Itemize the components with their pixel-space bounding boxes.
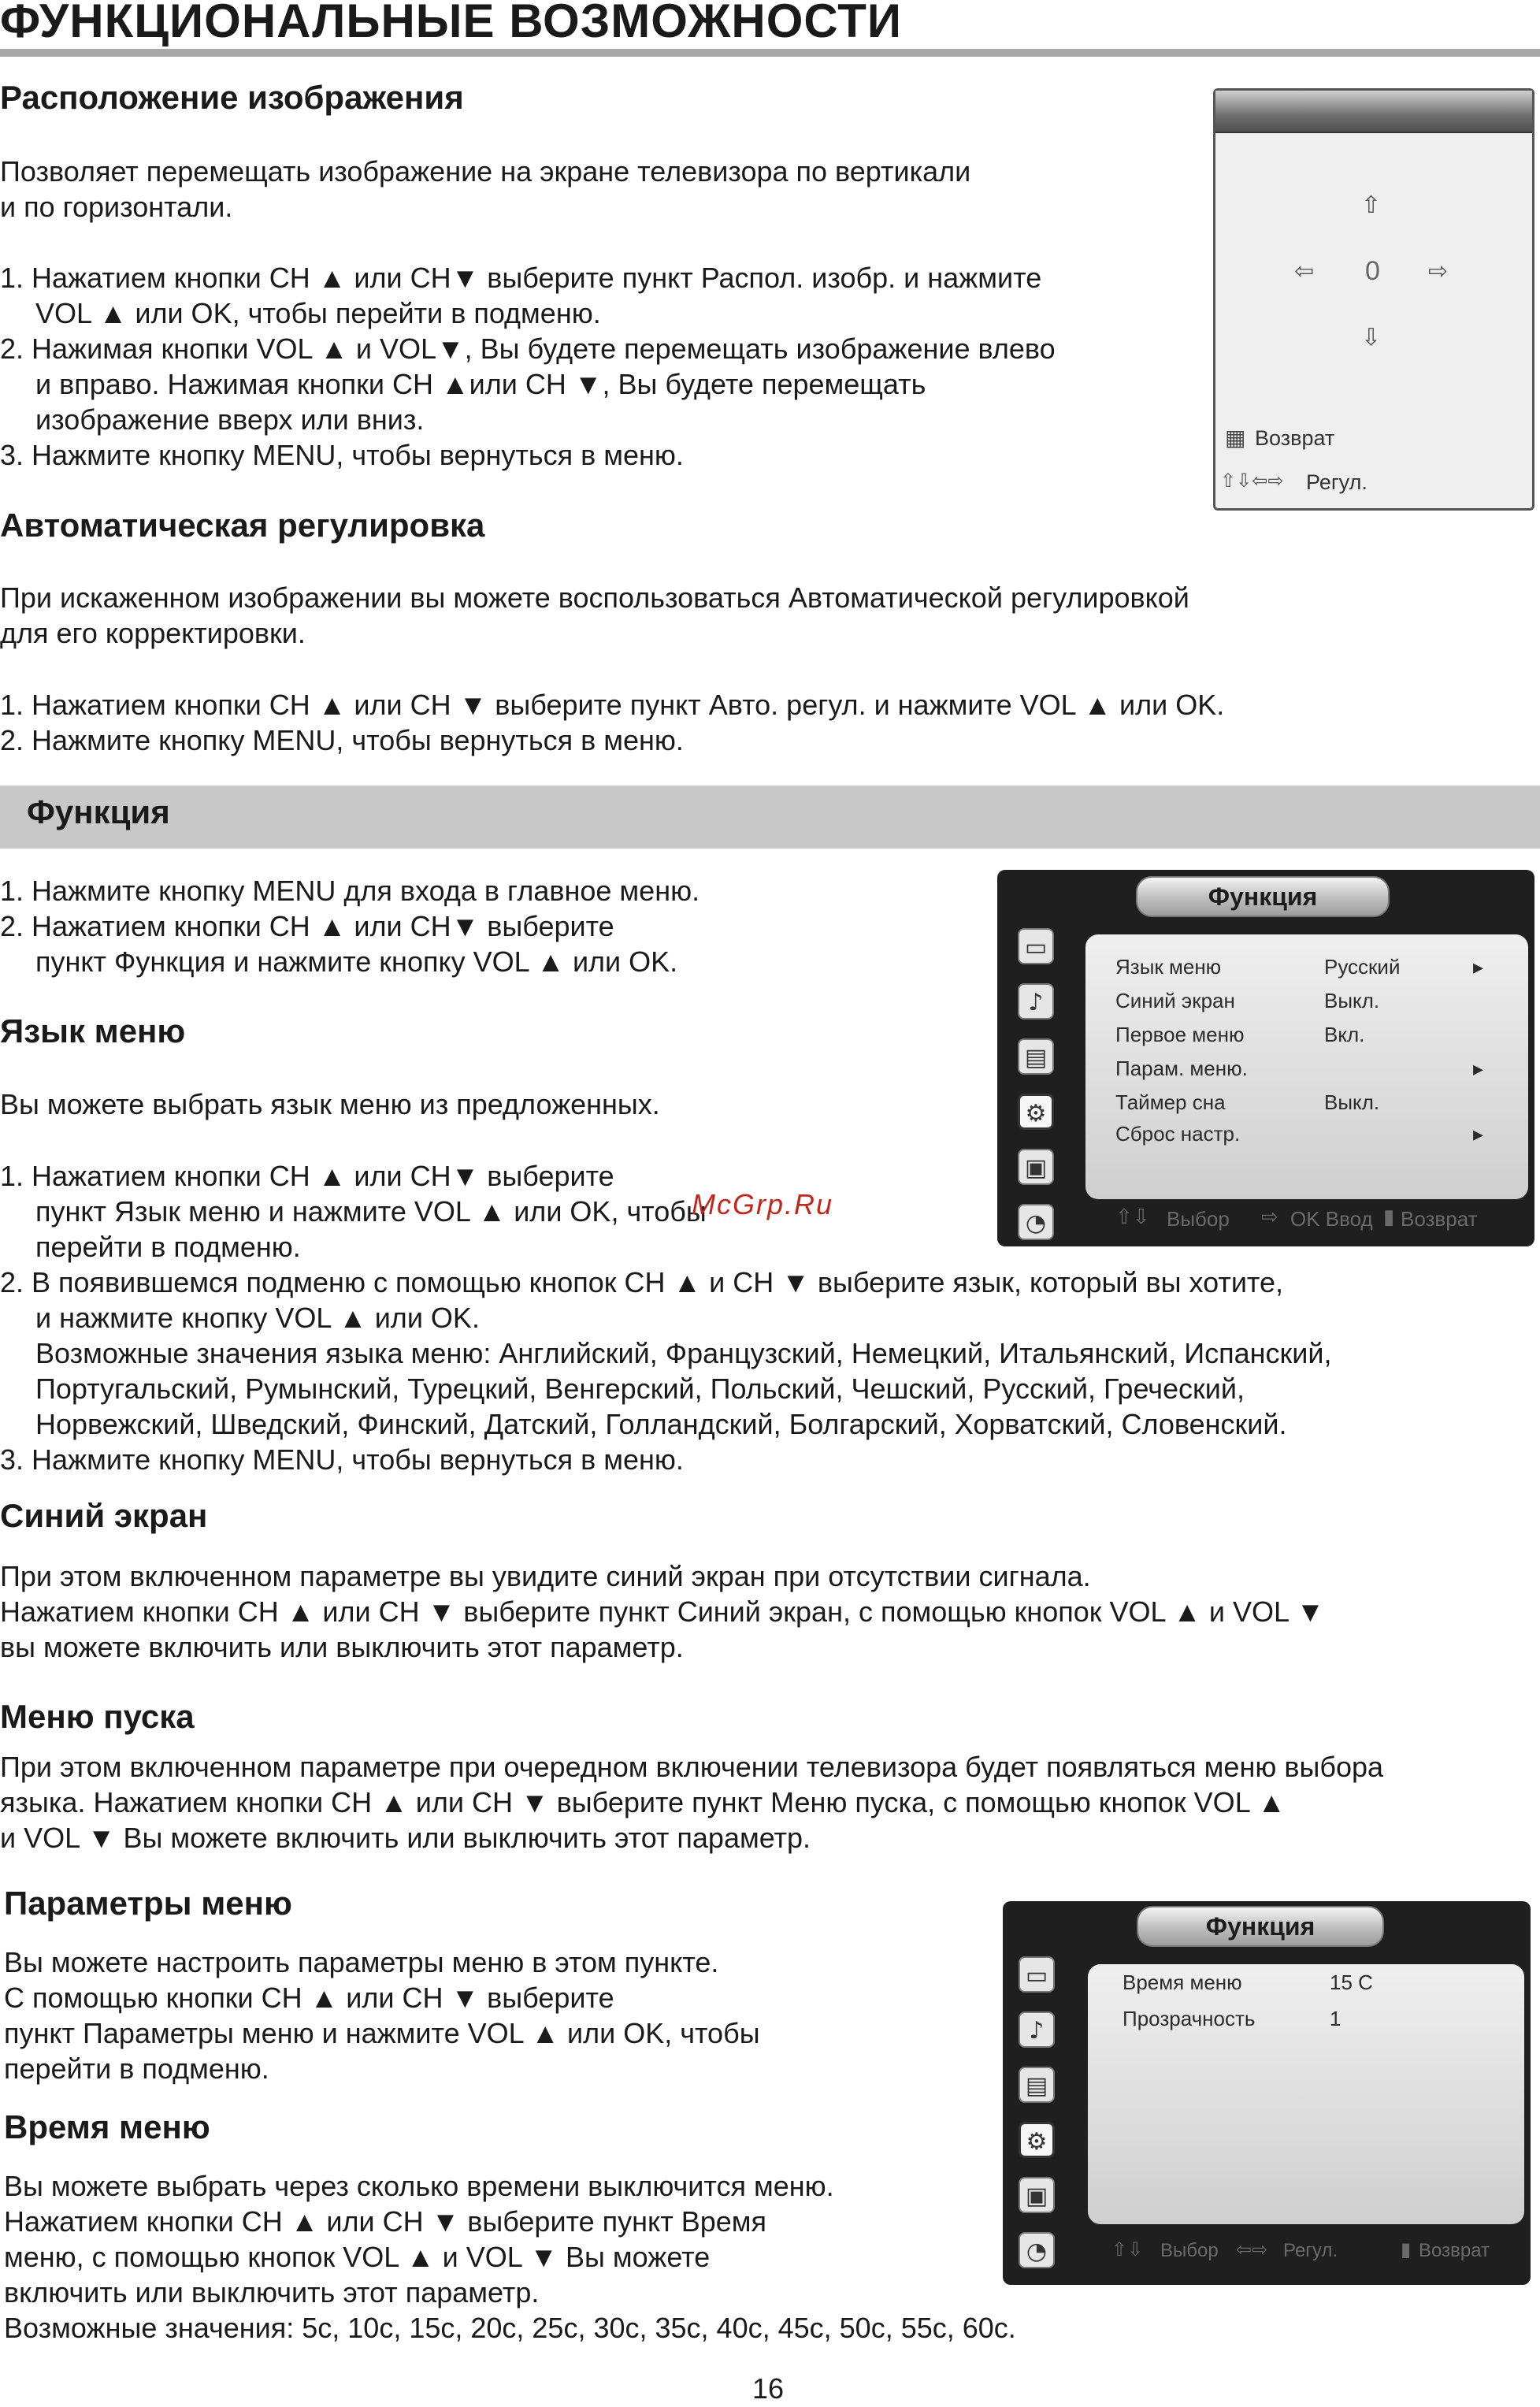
position-value: 0 [1365,256,1380,286]
picture-icon: ▭ [1019,1956,1055,1993]
section-auto-steps [0,687,1224,758]
sound-icon: ♪ [1019,2011,1055,2048]
step-line: и нажмите кнопку VOL ▲ или OK. [35,1302,480,1334]
footer-select-label: Выбор [1160,2240,1219,2261]
step-line: и вправо. Нажимая кнопки CH ▲или CH ▼, Вы будете перемещать [35,368,926,400]
footer-select-label: Выбор [1167,1207,1230,1231]
band-title: Функция [27,793,170,830]
adjust-label: Регул. [1306,470,1367,494]
section-title-menu-params: Параметры меню [4,1885,292,1922]
page-number: 16 [752,2372,785,2405]
menu-row-value: Выкл. [1324,1090,1380,1114]
text-line: Вы можете выбрать через сколько времени выключится меню. [4,2170,834,2202]
step-line: Возможные значения языка меню: Английский, Французский, Немецкий, Итальянский, Испанский, [35,1337,1332,1369]
section-title-blue-screen: Синий экран [0,1497,208,1534]
step-line: 2. Нажмите кнопку MENU, чтобы вернуться в меню. [0,724,684,756]
text-line: включить или выключить этот параметр. [4,2276,540,2309]
picture-icon: ▭ [1018,928,1054,964]
text-line: С помощью кнопки CH ▲ или CH ▼ выберите [4,1982,614,2014]
section-blue-screen-text [0,1558,1324,1665]
nav-arrows-icon: ⇧⇩⇦⇨ [1220,470,1284,492]
step-line: пункт Функция и нажмите кнопку VOL ▲ или OK. [35,945,678,978]
section-language-intro: Вы можете выбрать язык меню из предложенных. [0,1088,660,1120]
osd-title-bar [1215,91,1532,133]
submenu-arrow-icon: ▸ [1473,955,1484,979]
menu-row-label[interactable]: Прозрачность [1123,2007,1256,2030]
section-position-steps [0,260,1056,473]
arrow-right-icon: ⇨ [1428,258,1449,285]
tv-menu-title: Функция [1137,1906,1384,1947]
step-line: Португальский, Румынский, Турецкий, Венгерский, Польский, Чешский, Русский, Греческий, [35,1373,1245,1405]
text-line: меню, с помощью кнопок VOL ▲ и VOL ▼ Вы можете [4,2241,711,2273]
menu-row-value: 1 [1330,2007,1341,2030]
text-line: Нажатием кнопки CH ▲ или CH ▼ выберите пункт Синий экран, с помощью кнопок VOL ▲ и VOL ▼ [0,1595,1325,1628]
section-auto-intro [0,580,1189,651]
section-menu-time-text [4,2168,1016,2346]
function-icon: ⚙ [1018,1094,1054,1130]
submenu-arrow-icon: ▸ [1473,1122,1484,1146]
menu-row-value: Русский [1324,955,1401,979]
text-line: При искаженном изображении вы можете воспользоваться Автоматической регулировкой [0,581,1189,614]
footer-back-label: Возврат [1419,2240,1490,2261]
step-line: Норвежский, Шведский, Финский, Датский, Голландский, Болгарский, Хорватский, Словенский. [35,1408,1287,1440]
submenu-arrow-icon: ▸ [1473,1057,1484,1080]
step-line: 3. Нажмите кнопку MENU, чтобы вернуться в меню. [0,439,684,471]
text-line: для его корректировки. [0,617,306,649]
menu-row-label[interactable]: Парам. меню. [1115,1057,1248,1080]
text-line: Вы можете настроить параметры меню в этом пункте. [4,1946,719,1978]
step-line: пункт Язык меню и нажмите VOL ▲ или OK, чтобы [35,1195,707,1228]
menu-row-value: 15 С [1330,1971,1373,1994]
sound-icon: ♪ [1018,983,1054,1020]
footer-adjust-label: Регул. [1283,2240,1338,2261]
menu-row-value: Вкл. [1324,1023,1365,1046]
text-line: и по горизонтали. [0,191,233,223]
tv-menu-params [1003,1901,1531,2285]
menu-row-label[interactable]: Сброс настр. [1115,1122,1241,1146]
channel-icon: ▤ [1018,1038,1054,1075]
menu-row-label[interactable]: Время меню [1123,1971,1242,1994]
screen-icon: ▣ [1019,2177,1055,2213]
arrow-left-icon: ⇦ [1294,258,1315,285]
step-line: 2. В появившемся подменю с помощью кнопок CH ▲ и CH ▼ выберите язык, который вы хотите, [0,1266,1284,1298]
right-arrow-icon: ⇨ [1261,1205,1278,1229]
text-line: При этом включенном параметре вы увидите синий экран при отсутствии сигнала. [0,1560,1091,1592]
updown-arrow-icon: ⇧⇩ [1115,1205,1150,1229]
step-line: 3. Нажмите кнопку MENU, чтобы вернуться в меню. [0,1443,684,1476]
section-function-steps [0,873,699,979]
text-line: и VOL ▼ Вы можете включить или выключить этот параметр. [0,1822,811,1854]
text-line: языка. Нажатием кнопки CH ▲ или CH ▼ выберите пункт Меню пуска, с помощью кнопок VOL ▲ [0,1786,1286,1818]
tv-menu-title: Функция [1136,876,1390,917]
section-menu-params-text [4,1945,760,2086]
function-icon: ⚙ [1019,2122,1055,2158]
watermark-text: McGrp.Ru [692,1188,834,1220]
section-title-menu-language: Язык меню [0,1012,186,1049]
text-line: Возможные значения: 5c, 10c, 15c, 20c, 25c, 30c, 35c, 40c, 45c, 50c, 55c, 60c. [4,2312,1016,2344]
back-icon: ▮ [1401,2238,1412,2260]
step-line: 2. Нажимая кнопки VOL ▲ и VOL▼, Вы будете перемещать изображение влево [0,332,1056,365]
tv-menu-panel [1088,1964,1524,2224]
page-header-title: ФУНКЦИОНАЛЬНЫЕ ВОЗМОЖНОСТИ [0,0,902,47]
section-title-start-menu: Меню пуска [0,1698,195,1735]
channel-icon: ▤ [1019,2067,1055,2103]
section-title-position: Расположение изображения [0,79,464,116]
text-line: перейти в подменю. [4,2052,269,2085]
section-position-intro [0,154,970,225]
footer-back-label: Возврат [1401,1207,1478,1231]
section-title-auto-adjust: Автоматическая регулировка [0,507,485,544]
text-line: вы можете включить или выключить этот параметр. [0,1631,684,1663]
header-divider [0,49,1540,57]
section-title-menu-time: Время меню [4,2108,210,2145]
text-line: Нажатием кнопки CH ▲ или CH ▼ выберите пункт Время [4,2205,766,2238]
osd-position-screen [1213,88,1534,511]
step-line: перейти в подменю. [35,1231,301,1263]
updown-arrow-icon: ⇧⇩ [1111,2238,1144,2260]
back-icon: ▦ [1225,425,1246,451]
footer-enter-label: OK Ввод [1290,1207,1373,1231]
step-line: 2. Нажатием кнопки CH ▲ или CH▼ выберите [0,910,614,942]
menu-row-label[interactable]: Первое меню [1115,1023,1245,1046]
time-icon: ◔ [1019,2232,1055,2268]
text-line: При этом включенном параметре при очередном включении телевизора будет появляться меню выбора [0,1751,1384,1783]
step-line: изображение вверх или вниз. [35,403,425,436]
time-icon: ◔ [1018,1204,1054,1240]
text-line: пункт Параметры меню и нажмите VOL ▲ или OK, чтобы [4,2017,760,2049]
section-start-menu-text [0,1749,1383,1855]
step-line: 1. Нажатием кнопки CH ▲ или CH▼ выберите пункт Распол. изобр. и нажмите [0,262,1042,294]
menu-row-label[interactable]: Таймер сна [1115,1090,1226,1114]
tv-menu-function [997,870,1534,1246]
leftright-arrow-icon: ⇦⇨ [1236,2238,1268,2260]
menu-row-label[interactable]: Язык меню [1115,955,1222,979]
arrow-up-icon: ⇧ [1361,191,1382,219]
section-band [0,786,1540,849]
screen-icon: ▣ [1018,1149,1054,1185]
step-line: 1. Нажатием кнопки CH ▲ или CH▼ выберите [0,1160,614,1192]
step-line: 1. Нажатием кнопки CH ▲ или CH ▼ выберите пункт Авто. регул. и нажмите VOL ▲ или OK. [0,689,1225,721]
arrow-down-icon: ⇩ [1361,324,1382,351]
step-line: 1. Нажмите кнопку MENU для входа в главное меню. [0,875,700,907]
menu-row-label[interactable]: Синий экран [1115,989,1235,1012]
back-label: Возврат [1255,426,1335,450]
menu-row-value: Выкл. [1324,989,1380,1012]
back-icon: ▮ [1383,1205,1395,1229]
text-line: Позволяет перемещать изображение на экране телевизора по вертикали [0,155,971,188]
step-line: VOL ▲ или OK, чтобы перейти в подменю. [35,297,601,329]
